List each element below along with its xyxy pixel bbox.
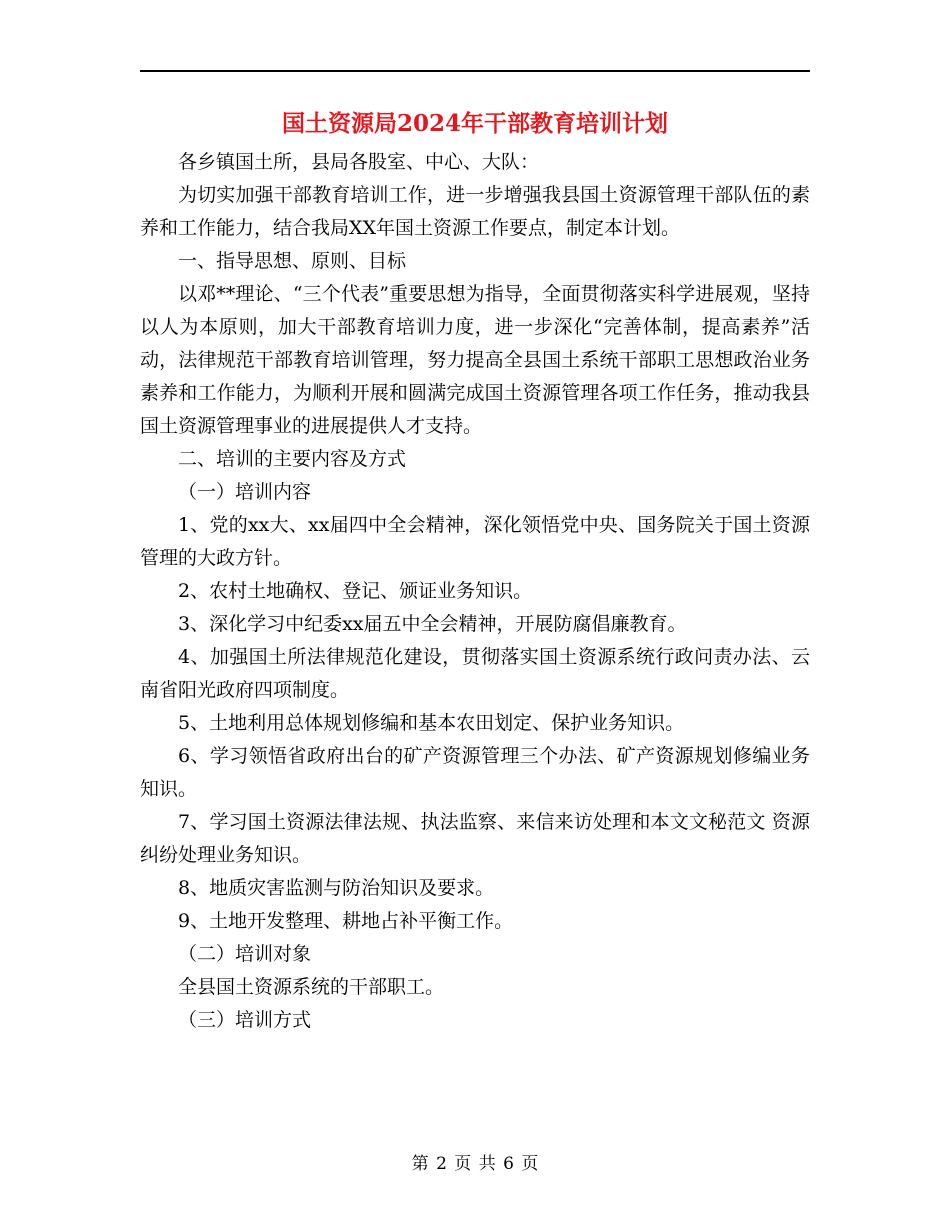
subsection-heading-audience: （二）培训对象	[178, 943, 312, 965]
header-rule	[140, 70, 810, 72]
document-body	[140, 146, 810, 1037]
subsection-heading-method: （三）培训方式	[178, 1009, 312, 1031]
list-item: 3、深化学习中纪委xx届五中全会精神，开展防腐倡廉教育。	[178, 613, 687, 635]
paragraph-intro: 为切实加强干部教育培训工作，进一步增强我县国土资源管理干部队伍的素养和工作能力，结合我局XX年国土资源工作要点，制定本计划。	[140, 184, 810, 239]
list-item: 9、土地开发整理、耕地占补平衡工作。	[178, 910, 514, 932]
list-item: 5、土地利用总体规划修编和基本农田划定、保护业务知识。	[178, 712, 685, 734]
document-title: 国土资源局2024年干部教育培训计划	[281, 110, 668, 137]
list-item: 6、学习领悟省政府出台的矿产资源管理三个办法、矿产资源规划修编业务知识。	[140, 745, 810, 800]
section-heading-1: 一、指导思想、原则、目标	[178, 250, 407, 272]
page-number: 第 2 页 共 6 页	[411, 1154, 539, 1174]
paragraph-audience: 全县国土资源系统的干部职工。	[178, 976, 445, 998]
list-item: 2、农村土地确权、登记、颁证业务知识。	[178, 580, 533, 602]
list-item: 1、党的xx大、xx届四中全会精神，深化领悟党中央、国务院关于国土资源管理的大政方针。	[140, 514, 810, 569]
list-item: 4、加强国土所法律规范化建设，贯彻落实国土资源系统行政问责办法、云南省阳光政府四项制度。	[140, 646, 810, 701]
paragraph-guiding-thought: 以邓**理论、“三个代表”重要思想为指导，全面贯彻落实科学进展观，坚持以人为本原则，加大干部教育培训力度，进一步深化“完善体制，提高素养”活动，法律规范干部教育培训管理，努力提高全县国土系统干部职工思想政治业务素养和工作能力，为顺利开展和圆满完成国土资源管理各项工作任务，推动我县国土资源管理事业的进展提供人才支持。	[140, 283, 810, 437]
list-item: 7、学习国土资源法律法规、执法监察、来信来访处理和本文文秘范文 资源纠纷处理业务知识。	[140, 811, 810, 866]
section-heading-2: 二、培训的主要内容及方式	[178, 448, 407, 470]
list-item: 8、地质灾害监测与防治知识及要求。	[178, 877, 495, 899]
subsection-heading-content: （一）培训内容	[178, 481, 312, 503]
paragraph-salutation: 各乡镇国土所，县局各股室、中心、大队：	[178, 151, 540, 173]
